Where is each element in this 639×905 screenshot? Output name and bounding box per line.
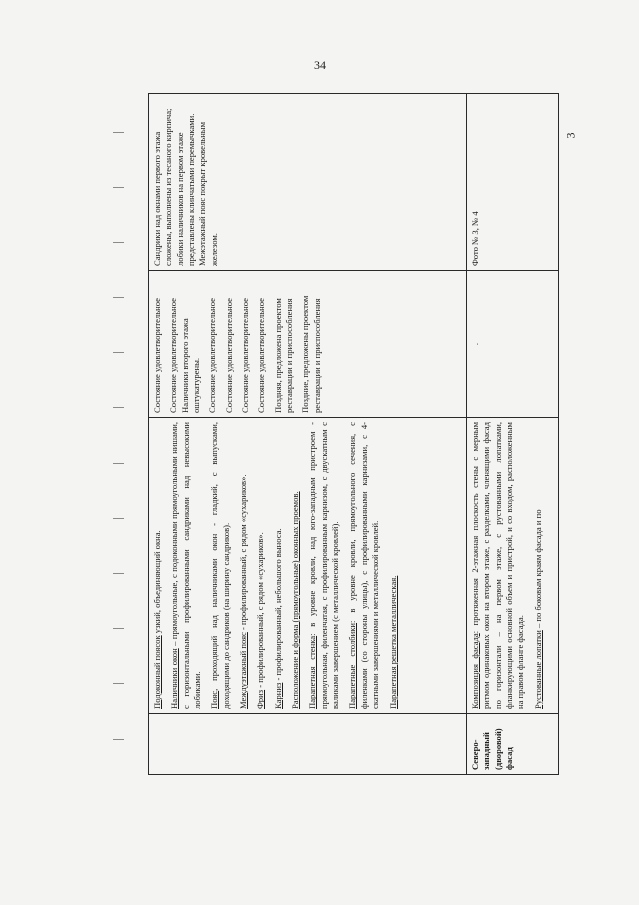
description-paragraph: [273, 422, 284, 709]
description-term: Расположение и форма (прямоугольные) оконных проемов.: [290, 491, 301, 709]
description-paragraph: [255, 422, 266, 709]
description-paragraph: [307, 422, 341, 709]
table-cell-name: [149, 714, 467, 775]
state-entry: Состояние удовлетворительное: [207, 298, 218, 413]
description-list: [152, 422, 399, 709]
description-paragraph: [470, 422, 527, 709]
margin-tick: [113, 518, 124, 519]
margin-tick: [113, 297, 124, 298]
margin-tick: [113, 407, 124, 408]
description-paragraph: [209, 422, 232, 709]
description-term: Подоконный поясок: [152, 635, 162, 709]
state-entry: Состояние удовлетворительное: [240, 298, 251, 413]
description-list: [470, 422, 544, 709]
table-cell-note: Фото № 3, № 4: [467, 94, 559, 271]
table-cell-note: [149, 94, 467, 271]
description-term: Пояс: [209, 690, 220, 709]
state-list: [152, 275, 323, 413]
margin-tick: [113, 242, 124, 243]
description-paragraph: [169, 422, 203, 709]
description-paragraph: [290, 422, 301, 709]
description-text: - профилированный, с рядом «сухариков».: [255, 532, 266, 690]
description-term: Фриз: [255, 689, 266, 709]
table-cell-state: .: [467, 271, 559, 418]
description-text: – по боковым краям фасада и по: [532, 509, 543, 631]
state-entry: Поздние, предложены проектом реставрации и приспособления: [300, 295, 322, 413]
table-row: [149, 94, 467, 775]
document-table: [148, 93, 559, 775]
description-text: , проходящий над наличниками окон - гладкий, с выпусками, доходящими до сандриков (на ширину сандриков).: [209, 422, 231, 709]
state-entry: Состояние удовлетворительное: [152, 298, 162, 413]
margin-tick: [113, 187, 124, 188]
margin-tick: [113, 739, 124, 740]
margin-tick: [113, 573, 124, 574]
margin-tick: [113, 683, 124, 684]
description-paragraph: [388, 422, 399, 709]
description-paragraph: [152, 422, 163, 709]
margin-tick: [113, 463, 124, 464]
state-entry: Состояние удовлетворительное: [223, 298, 234, 413]
description-text: - профилированный, с рядом «сухариков».: [238, 474, 249, 633]
description-term: Наличники окон: [169, 648, 180, 709]
description-paragraph: [347, 422, 381, 709]
description-term: Междуэтажный пояс: [238, 632, 249, 709]
description-paragraph: [533, 422, 544, 709]
margin-tick: [113, 132, 124, 133]
description-term: Карниз: [272, 682, 283, 709]
description-text: - профилированный, небольшого выноса.: [272, 528, 283, 683]
description-text: : в уровне кровли, над юго-западным пристроем - прямоугольная, филенчатая, с профилированным карнизом, с двускатным с валиками завершением (с металлической кровлей).: [307, 422, 341, 709]
note-text: Сандрики над окнами первого этажа сложены, выполнены из тесаного кирпича; лобики наличников на первом этаже представлены клинчатыми перемычками. Межэтажный пояс покрыт кровельным железом.: [152, 108, 219, 266]
description-text: : в уровне кровли, прямоугольного сечения, с филенками (со стороны улицы), с профилированными карнизами, с 4-скатными завершениями и металлической кровлей.: [347, 422, 381, 709]
description-text: : протяженная 2-этажная плоскость стены с мерным ритмом одинаковых окон на втором этаже, с разделками, членящими фасад по горизонтали – на первом этаже, с рустованными лопатками, фланкирующими основной объем и пристрой, и со входом, расположенным на правом фланге фасада.: [470, 421, 526, 709]
description-term: Рустованные лопатки: [532, 630, 543, 709]
table-cell-name: Северо-западный (дворовой) фасад: [467, 714, 559, 775]
corner-number: 3: [563, 132, 578, 139]
description-term: Композиция фасада: [470, 633, 480, 709]
table-cell-description: [149, 418, 467, 714]
table-cell-state: [149, 271, 467, 418]
description-term: Парапетные столбики: [347, 622, 358, 709]
state-entry: Состояние удовлетворительное: [256, 298, 267, 413]
table-cell-description: [467, 418, 559, 714]
table-row: [467, 94, 559, 775]
margin-tick: [113, 628, 124, 629]
page-number: 34: [314, 58, 326, 72]
rotated-table-region: [148, 108, 558, 775]
description-text: узкий, объединяющий окна.: [152, 530, 162, 636]
state-entry: Состояние удовлетворительное Наличники второго этажа оштукатурены.: [168, 298, 202, 413]
margin-tick: [113, 352, 124, 353]
description-term: Парапетная решетка металлическая.: [387, 575, 398, 709]
description-text: – прямоугольные, с подоконными прямоугольными нишами, с горизонтальными профилированными сандриками над невысокими лобиками.: [169, 421, 203, 709]
description-paragraph: [238, 422, 249, 709]
state-entry: Поздняя, предложена проектом реставрации и приспособления: [272, 298, 295, 413]
description-term: Парапетная стенка: [307, 635, 318, 709]
